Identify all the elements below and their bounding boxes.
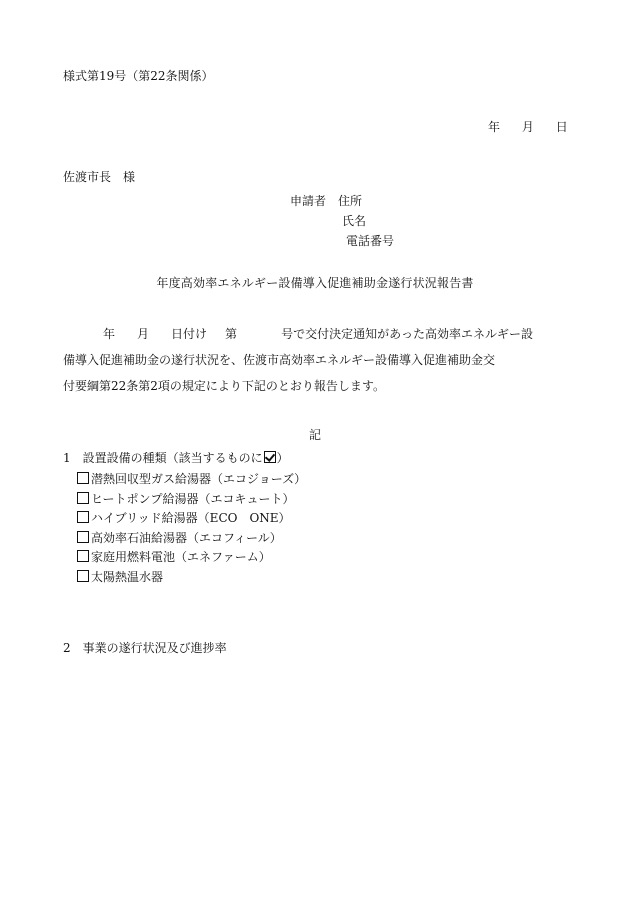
checked-box-icon (264, 451, 276, 463)
document-title: 年度高効率エネルギー設備導入促進補助金遂行状況報告書 (156, 276, 474, 290)
list-item-label: 家庭用燃料電池（エネファーム） (91, 550, 271, 564)
checkbox[interactable] (77, 472, 89, 484)
applicant-block (290, 191, 394, 251)
date-day: 日 (555, 120, 568, 134)
checkbox[interactable] (77, 492, 89, 504)
list-item (77, 529, 306, 549)
addressee: 佐渡市長 様 (63, 170, 136, 184)
body-number-prefix: 第 (225, 327, 238, 341)
list-item (77, 509, 306, 529)
body-line-1-rest: 号で交付決定通知があった高効率エネルギー設 (281, 327, 533, 341)
body-day: 日付け (171, 327, 208, 341)
section-2-heading: 2 事業の遂行状況及び進捗率 (63, 641, 227, 655)
list-item-label: 潜熱回収型ガス給湯器（エコジョーズ） (91, 472, 307, 486)
date-year: 年 (488, 120, 501, 134)
checkbox[interactable] (77, 550, 89, 562)
body-year: 年 (103, 327, 116, 341)
list-item (77, 548, 306, 568)
ki-heading: 記 (308, 428, 321, 442)
list-item-label: 太陽熱温水器 (91, 569, 164, 584)
form-number: 様式第19号（第22条関係） (63, 69, 214, 83)
body-line-2: 備導入促進補助金の遂行状況を、佐渡市高効率エネルギー設備導入促進補助金交 (63, 353, 496, 367)
applicant-phone-label: 電話番号 (346, 234, 395, 248)
date-line (488, 118, 568, 135)
checkbox[interactable] (77, 531, 89, 543)
applicant-name-label: 氏名 (342, 214, 367, 228)
list-item (77, 470, 306, 490)
body-line-3: 付要綱第22条第2項の規定により下記のとおり報告します。 (63, 379, 385, 393)
equipment-list (77, 470, 306, 587)
date-month: 月 (521, 120, 534, 134)
body-line-1 (63, 321, 583, 347)
applicant-address-label: 申請者 住所 (290, 194, 363, 208)
list-item-label: ハイブリッド給湯器（ECO ONE） (91, 511, 291, 525)
list-item-label: ヒートポンプ給湯器（エコキュート） (91, 491, 295, 506)
list-item-label: 高効率石油給湯器（エコフィール） (91, 530, 282, 545)
list-item (77, 568, 306, 588)
section-1-heading-close: ） (276, 451, 289, 465)
checkbox[interactable] (77, 511, 89, 523)
body-month: 月 (137, 327, 150, 341)
list-item (77, 490, 306, 510)
section-1-heading (63, 449, 289, 466)
checkbox[interactable] (77, 570, 89, 582)
section-1-heading-text: 1 設置設備の種類（該当するものに (63, 451, 263, 465)
body-paragraph (63, 321, 583, 399)
